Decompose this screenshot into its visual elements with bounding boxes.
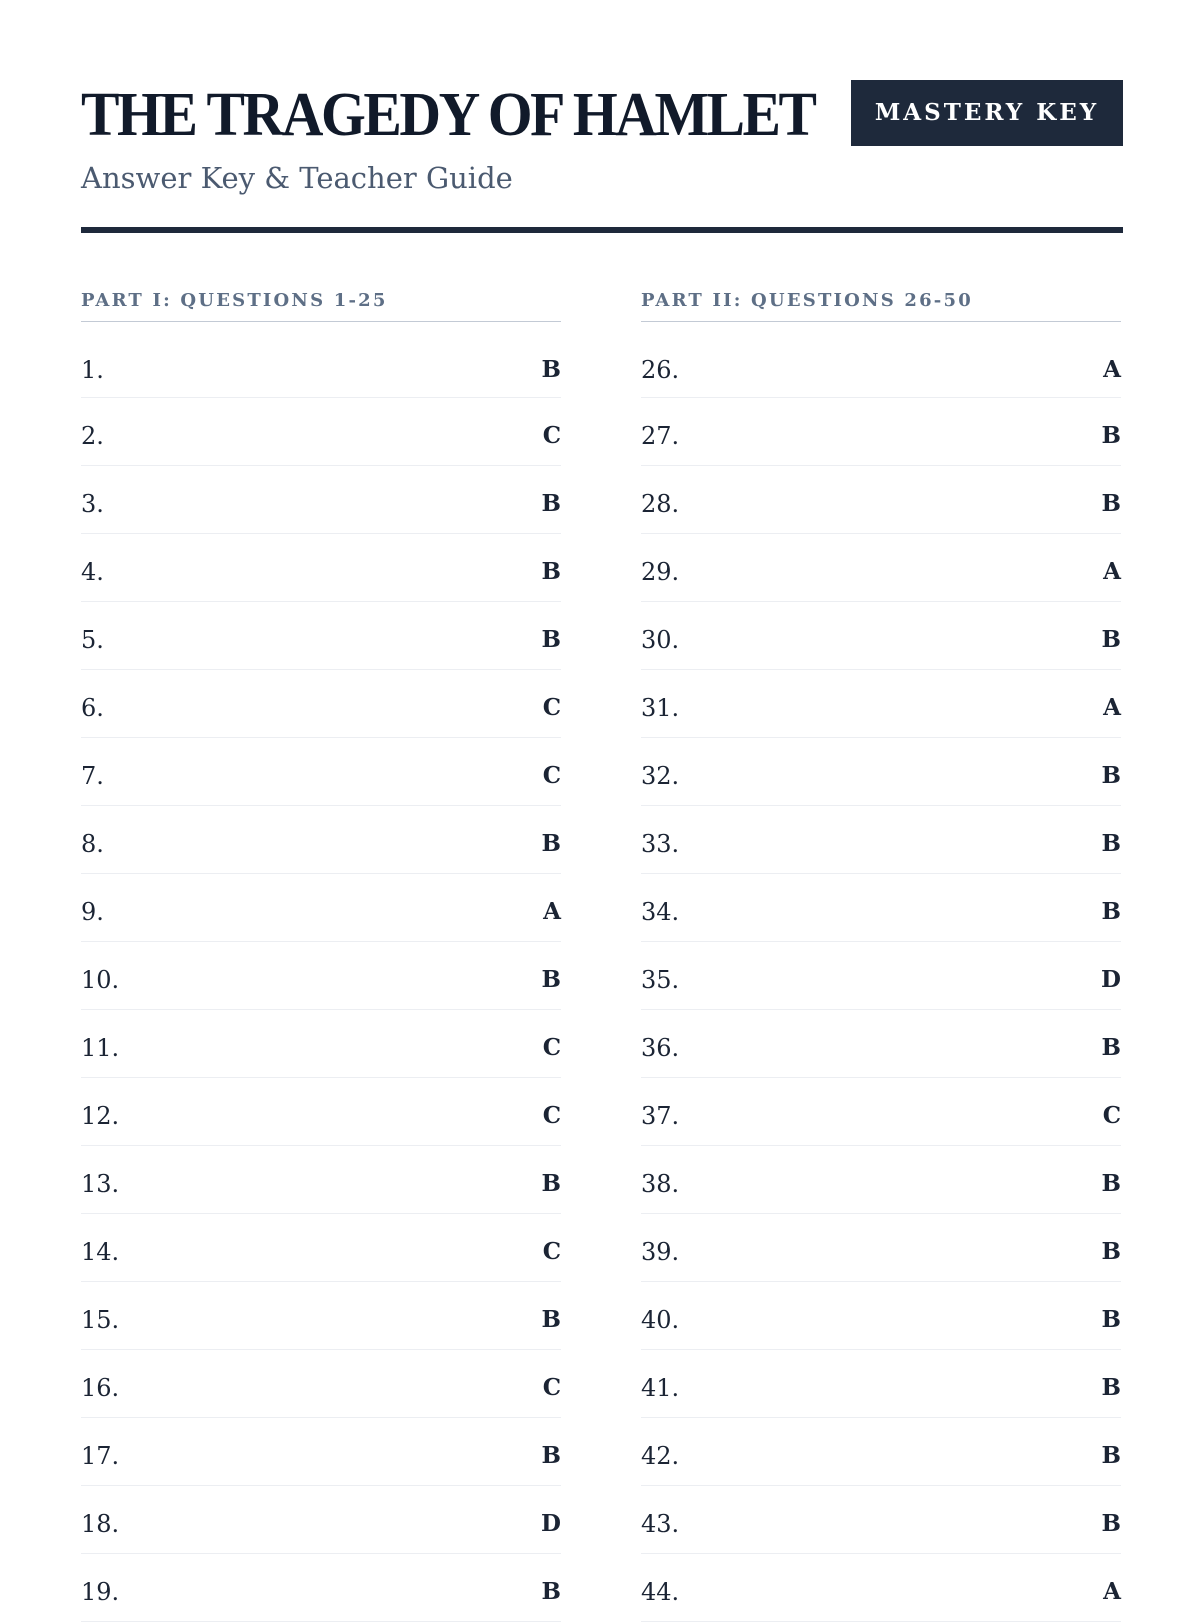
answer-row [641,1010,1121,1078]
answer-row [81,1010,561,1078]
answer-letter: B [541,490,561,517]
question-number: 39. [641,1237,680,1266]
answer-row [641,670,1121,738]
question-number: 6. [81,693,104,722]
answer-row [81,1214,561,1282]
answer-letter: C [1102,1102,1121,1129]
answer-row [641,1146,1121,1214]
question-number: 15. [81,1305,120,1334]
answer-row [81,1146,561,1214]
question-number: 14. [81,1237,120,1266]
page-header [81,80,1123,234]
header-divider [81,227,1123,233]
question-number: 16. [81,1373,120,1402]
answer-row [641,806,1121,874]
answer-row [81,322,561,398]
question-number: 12. [81,1101,120,1130]
answer-letter: B [1101,1442,1121,1469]
question-number: 27. [641,421,680,450]
answer-letter: C [542,1238,561,1265]
answer-row [641,1078,1121,1146]
answer-row [81,1282,561,1350]
answer-row [81,806,561,874]
question-number: 40. [641,1305,680,1334]
answer-row [641,602,1121,670]
question-number: 32. [641,761,680,790]
question-number: 11. [81,1033,120,1062]
answer-key-page [81,0,1123,1606]
question-number: 13. [81,1169,120,1198]
answer-letter: B [541,1442,561,1469]
question-number: 28. [641,489,680,518]
answer-letter: B [541,356,561,383]
question-number: 38. [641,1169,680,1198]
answer-letter: B [1101,490,1121,517]
question-number: 17. [81,1441,120,1470]
answer-letter: B [541,558,561,585]
answer-letter: C [542,1102,561,1129]
answer-row [81,1554,561,1622]
answer-letter: A [1103,694,1121,721]
answer-letter: B [541,1170,561,1197]
question-number: 5. [81,625,104,654]
question-number: 7. [81,761,104,790]
answer-row [641,738,1121,806]
answer-letter: C [542,422,561,449]
question-number: 19. [81,1577,120,1606]
answer-letter: C [542,1374,561,1401]
answer-letter: B [541,1306,561,1333]
answer-row [641,1350,1121,1418]
answer-letter: D [1101,966,1121,993]
question-number: 29. [641,557,680,586]
question-number: 43. [641,1509,680,1538]
question-number: 3. [81,489,104,518]
answer-letter: B [1101,1238,1121,1265]
answer-letter: A [1103,1578,1121,1605]
answer-row [641,466,1121,534]
question-number: 42. [641,1441,680,1470]
answer-row [641,874,1121,942]
question-number: 30. [641,625,680,654]
question-number: 10. [81,965,120,994]
part-two-heading: PART II: QUESTIONS 26-50 [641,288,1121,322]
answer-row [641,1418,1121,1486]
answer-letter: B [1101,1170,1121,1197]
answer-letter: B [1101,1510,1121,1537]
answer-row [81,466,561,534]
answer-letter: B [541,966,561,993]
question-number: 36. [641,1033,680,1062]
part-two-answer-list [641,322,1121,1622]
question-number: 44. [641,1577,680,1606]
answer-row [641,322,1121,398]
answer-letter: B [541,830,561,857]
answer-row [641,1282,1121,1350]
part-two-column [641,288,1121,1622]
answer-row [81,534,561,602]
page-title: THE TRAGEDY OF HAMLET [81,81,815,149]
answer-row [81,1486,561,1554]
answer-letter: A [1103,356,1121,383]
answer-row [641,1554,1121,1622]
answer-letter: B [541,626,561,653]
answer-letter: C [542,762,561,789]
mastery-key-badge: MASTERY KEY [851,80,1123,146]
answer-row [641,942,1121,1010]
question-number: 33. [641,829,680,858]
part-one-column [81,288,561,1622]
answer-letter: A [1103,558,1121,585]
answer-letter: B [541,1578,561,1605]
answer-letter: B [1101,1374,1121,1401]
answer-row [81,1078,561,1146]
question-number: 41. [641,1373,680,1402]
answer-row [81,738,561,806]
answer-row [81,942,561,1010]
question-number: 37. [641,1101,680,1130]
question-number: 2. [81,421,104,450]
answer-letter: A [543,898,561,925]
answer-row [81,1350,561,1418]
answer-row [641,1486,1121,1554]
question-number: 9. [81,897,104,926]
part-one-heading: PART I: QUESTIONS 1-25 [81,288,561,322]
question-number: 8. [81,829,104,858]
answer-row [81,874,561,942]
answer-letter: B [1101,1034,1121,1061]
answer-letter: D [541,1510,561,1537]
answer-row [81,1418,561,1486]
answer-row [81,398,561,466]
answer-letter: C [542,694,561,721]
answer-row [641,398,1121,466]
answer-row [641,534,1121,602]
answer-letter: B [1101,898,1121,925]
answer-row [81,602,561,670]
answer-letter: B [1101,830,1121,857]
answer-letter: B [1101,762,1121,789]
question-number: 31. [641,693,680,722]
answer-letter: C [542,1034,561,1061]
question-number: 35. [641,965,680,994]
part-one-answer-list [81,322,561,1622]
answer-row [641,1214,1121,1282]
page-subtitle: Answer Key & Teacher Guide [81,161,513,195]
question-number: 34. [641,897,680,926]
question-number: 4. [81,557,104,586]
question-number: 26. [641,355,680,384]
question-number: 18. [81,1509,120,1538]
question-number: 1. [81,355,104,384]
answer-row [81,670,561,738]
answer-letter: B [1101,1306,1121,1333]
answer-letter: B [1101,626,1121,653]
answer-letter: B [1101,422,1121,449]
